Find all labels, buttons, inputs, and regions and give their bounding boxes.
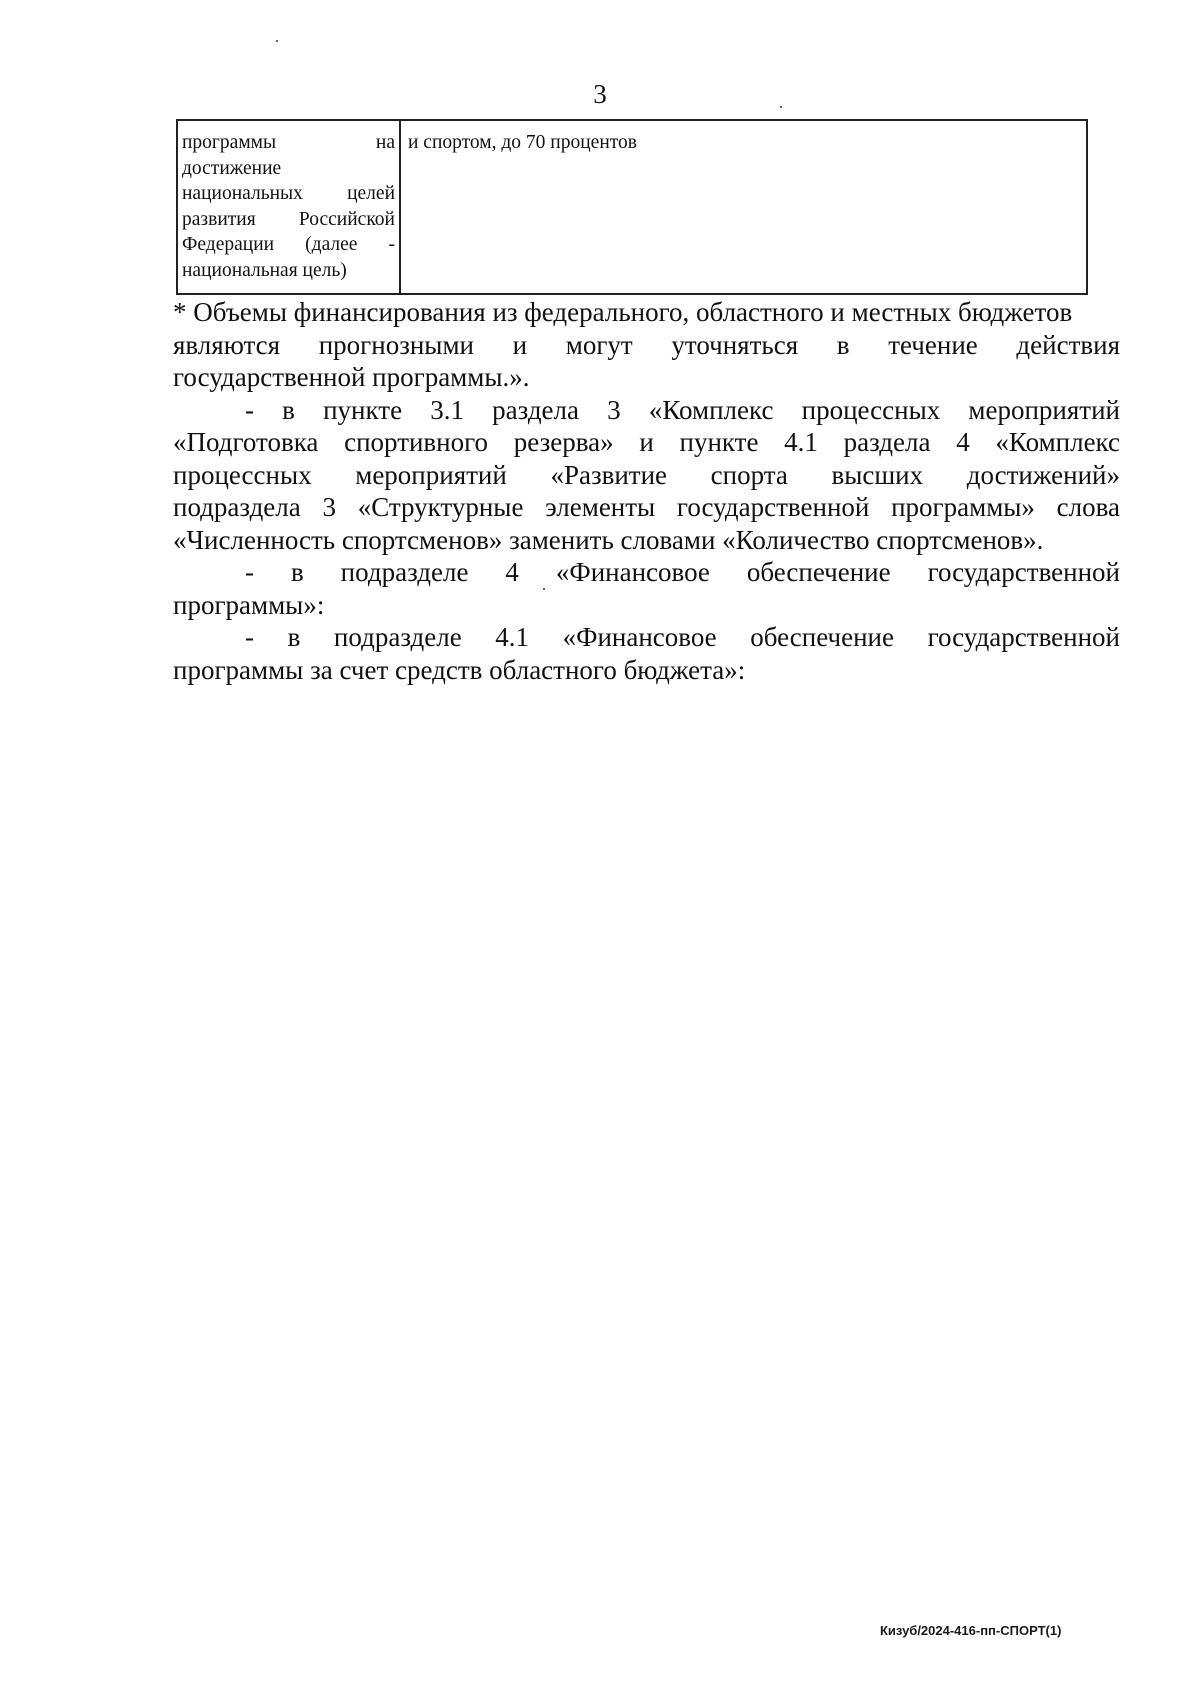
paragraph-line: - в пункте 3.1 раздела 3 «Комплекс процессных мероприятий — [245, 394, 1120, 425]
table-left-line: Федерации (далее - — [182, 234, 395, 255]
footnote-line: являются прогнозными и могут уточняться в течение действия — [173, 329, 1120, 360]
paragraph-line: программы»: — [173, 589, 325, 620]
footnote-line: * Объемы финансирования из федерального, областного и местных бюджетов — [173, 297, 1073, 327]
document-body — [173, 296, 1120, 686]
table-left-line: национальных целей — [182, 183, 395, 204]
paragraph-line: - в подразделе 4 «Финансовое обеспечение государственной — [245, 557, 1120, 587]
scan-speck — [276, 40, 278, 42]
table-left-line: достижение — [182, 157, 282, 179]
paragraph-line: «Подготовка спортивного резерва» и пункте 4.1 раздела 4 «Комплекс — [173, 427, 1120, 457]
paragraph-structural-elements — [173, 394, 1120, 557]
footnote-line: государственной программы.». — [173, 362, 530, 392]
paragraph-regional-budget — [173, 621, 1120, 686]
footnote — [173, 296, 1120, 394]
paragraph-line: - в подразделе 4.1 «Финансовое обеспечение государственной — [245, 622, 1120, 652]
table-left-line: программы на — [182, 132, 395, 153]
document-code: Кизуб/2024-416-пп-СПОРТ(1) — [880, 1623, 1062, 1638]
table-left-line: развития Российской — [182, 208, 395, 230]
paragraph-line: программы за счет средств областного бюджета»: — [173, 654, 746, 685]
table-left-line: национальная цель) — [182, 259, 347, 281]
paragraph-line: подраздела 3 «Структурные элементы государственной программы» слова — [173, 492, 1120, 522]
paragraph-line: «Численность спортсменов» заменить словами «Количество спортсменов». — [173, 524, 1044, 555]
table-cell-left — [178, 121, 401, 293]
paragraph-financing — [173, 556, 1120, 621]
passport-table — [176, 119, 1088, 295]
table-cell-right: и спортом, до 70 процентов — [408, 132, 637, 153]
paragraph-line: процессных мероприятий «Развитие спорта высших достижений» — [173, 459, 1120, 490]
page-number: 3 — [593, 79, 607, 109]
